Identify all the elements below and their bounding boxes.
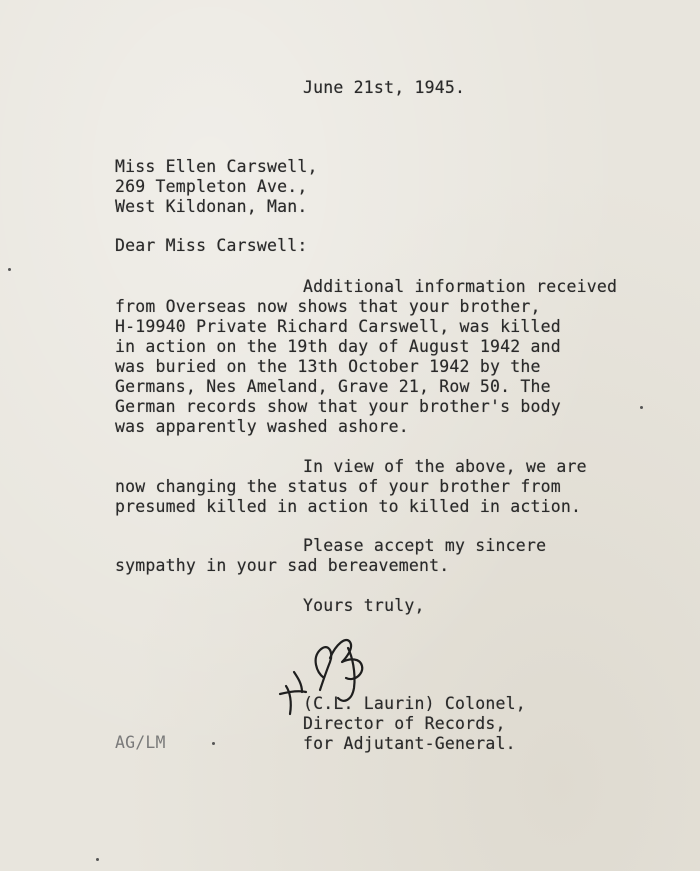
recipient-street: 269 Templeton Ave.,: [115, 177, 308, 196]
closing: Yours truly,: [303, 596, 425, 615]
paragraph2-line2: now changing the status of your brother from: [115, 477, 561, 496]
salutation: Dear Miss Carswell:: [115, 236, 308, 255]
paragraph1-line5: was buried on the 13th October 1942 by the: [115, 357, 541, 376]
paragraph1-line8: was apparently washed ashore.: [115, 417, 409, 436]
paper-speck: [212, 742, 215, 745]
paragraph1-line4: in action on the 19th day of August 1942 and: [115, 337, 561, 356]
letter-date: June 21st, 1945.: [303, 78, 466, 97]
paragraph2-line3: presumed killed in action to killed in action.: [115, 497, 582, 516]
paper-speck: [640, 406, 643, 409]
signature-title: Director of Records,: [303, 714, 506, 733]
signature-name: (C.L. Laurin) Colonel,: [303, 694, 526, 713]
paragraph1-line2: from Overseas now shows that your brother,: [115, 297, 541, 316]
reference-initials: AG/LM: [115, 733, 166, 752]
paper-speck: [96, 858, 99, 861]
recipient-name: Miss Ellen Carswell,: [115, 157, 318, 176]
paragraph1-line6: Germans, Nes Ameland, Grave 21, Row 50. The: [115, 377, 551, 396]
paragraph3-line2: sympathy in your sad bereavement.: [115, 556, 450, 575]
paragraph1-line1: Additional information received: [303, 277, 618, 296]
recipient-city: West Kildonan, Man.: [115, 197, 308, 216]
paper-speck: [8, 268, 11, 271]
paragraph1-line7: German records show that your brother's body: [115, 397, 561, 416]
paragraph2-line1: In view of the above, we are: [303, 457, 587, 476]
paragraph3-line1: Please accept my sincere: [303, 536, 547, 555]
signature-office: for Adjutant-General.: [303, 734, 516, 753]
paragraph1-line3: H-19940 Private Richard Carswell, was killed: [115, 317, 561, 336]
